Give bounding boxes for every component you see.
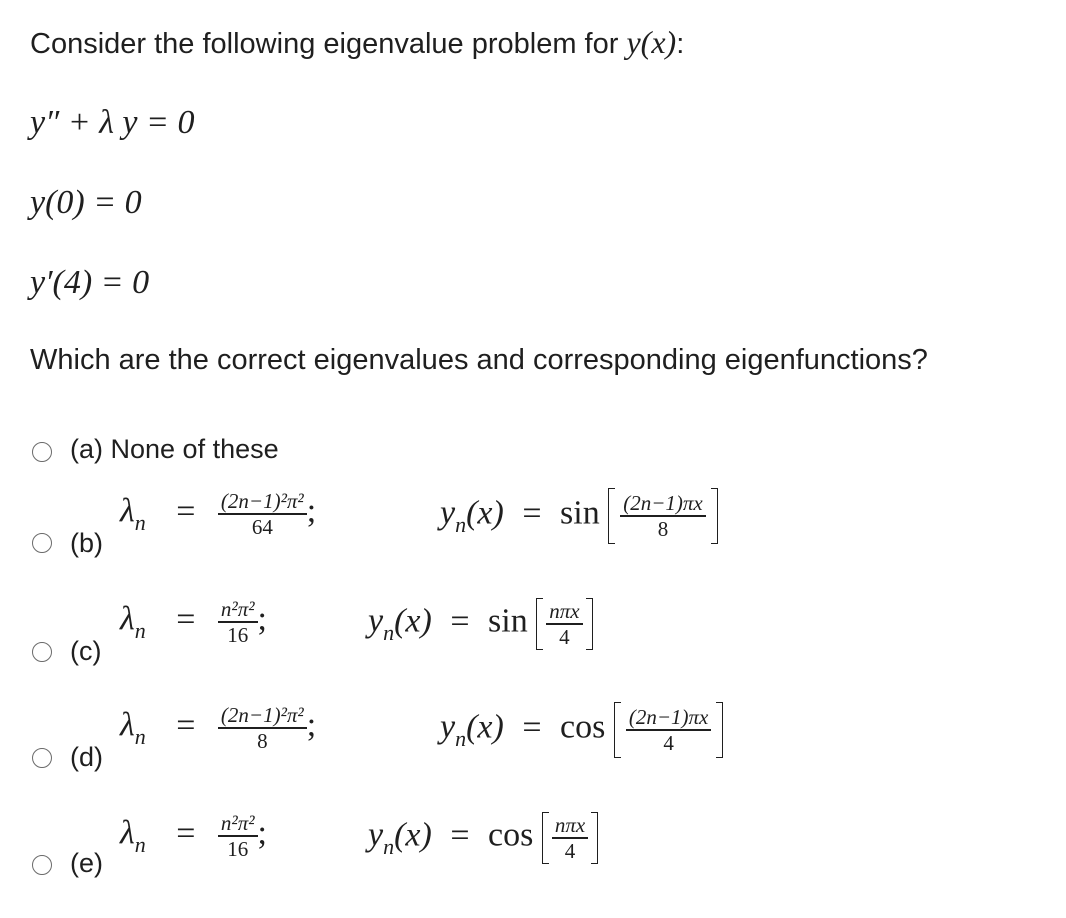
option-b-bracket: $\frac{(2n-1)\pi x}{8}$ xyxy=(608,488,718,544)
radio-a[interactable] xyxy=(32,442,52,462)
intro-line xyxy=(30,24,684,61)
option-e-bracket: $\frac{\text{nπx}}{4}$ xyxy=(542,812,598,864)
ode-equation: y″ + λ y = 0 xyxy=(30,104,195,141)
option-b-eigenfunction: $y_n(x) = \sin$ $\frac{(2n-1)\pi x}{8}$ xyxy=(440,488,718,544)
option-e-label: (e) xyxy=(70,848,103,878)
radio-c[interactable] xyxy=(32,642,52,662)
bc2-equation: y′(4) = 0 xyxy=(30,264,150,301)
option-c-lambda-frac: $\frac{\text{n²π²}}{16}$ xyxy=(218,598,258,646)
option-e-eigenfunction: $y_n(x) = \cos$ $\frac{\text{nπx}}{4}$ xyxy=(368,812,598,864)
option-e-lambda: $\lambda_n$ = $\frac{\text{n²π²}}{16}$ ; xyxy=(120,811,267,861)
radio-e[interactable] xyxy=(32,855,52,875)
intro-func: y(x) xyxy=(626,24,677,60)
option-a-label: (a) None of these xyxy=(70,434,279,464)
option-c-bracket: $\frac{\text{nπx}}{4}$ xyxy=(536,598,592,650)
option-c-eigenfunction: $y_n(x) = \sin$ $\frac{\text{nπx}}{4}$ xyxy=(368,598,593,650)
radio-b[interactable] xyxy=(32,533,52,553)
option-d-label: (d) xyxy=(70,742,103,772)
radio-d[interactable] xyxy=(32,748,52,768)
option-e-lambda-frac: $\frac{\text{n²π²}}{16}$ xyxy=(218,812,258,860)
option-d-lambda: $\lambda_n$ = $\frac{\text{(2n−1)²π²}}{8}$ ; xyxy=(120,703,317,753)
option-d-eigenfunction: $y_n(x) = \cos$ $\frac{(2n-1)\pi x}{4}$ xyxy=(440,702,723,758)
option-d-bracket: $\frac{(2n-1)\pi x}{4}$ xyxy=(614,702,724,758)
intro-text: Consider the following eigenvalue problem for xyxy=(30,28,627,60)
option-b-lambda-frac: $\frac{\text{(2n−1)²π²}}{64}$ xyxy=(218,490,307,538)
option-b-label: (b) xyxy=(70,528,103,558)
intro-colon: : xyxy=(676,28,685,60)
option-b-lambda: $\lambda_n$ = $\frac{\text{(2n−1)²π²}}{64}$ ; xyxy=(120,489,317,539)
option-c-label: (c) xyxy=(70,636,102,666)
option-c-lambda: $\lambda_n$ = $\frac{\text{n²π²}}{16}$ ; xyxy=(120,597,267,647)
option-d-lambda-frac: $\frac{\text{(2n−1)²π²}}{8}$ xyxy=(218,704,307,752)
question-text: Which are the correct eigenvalues and corresponding eigenfunctions? xyxy=(30,344,928,376)
bc1-equation: y(0) = 0 xyxy=(30,184,142,221)
